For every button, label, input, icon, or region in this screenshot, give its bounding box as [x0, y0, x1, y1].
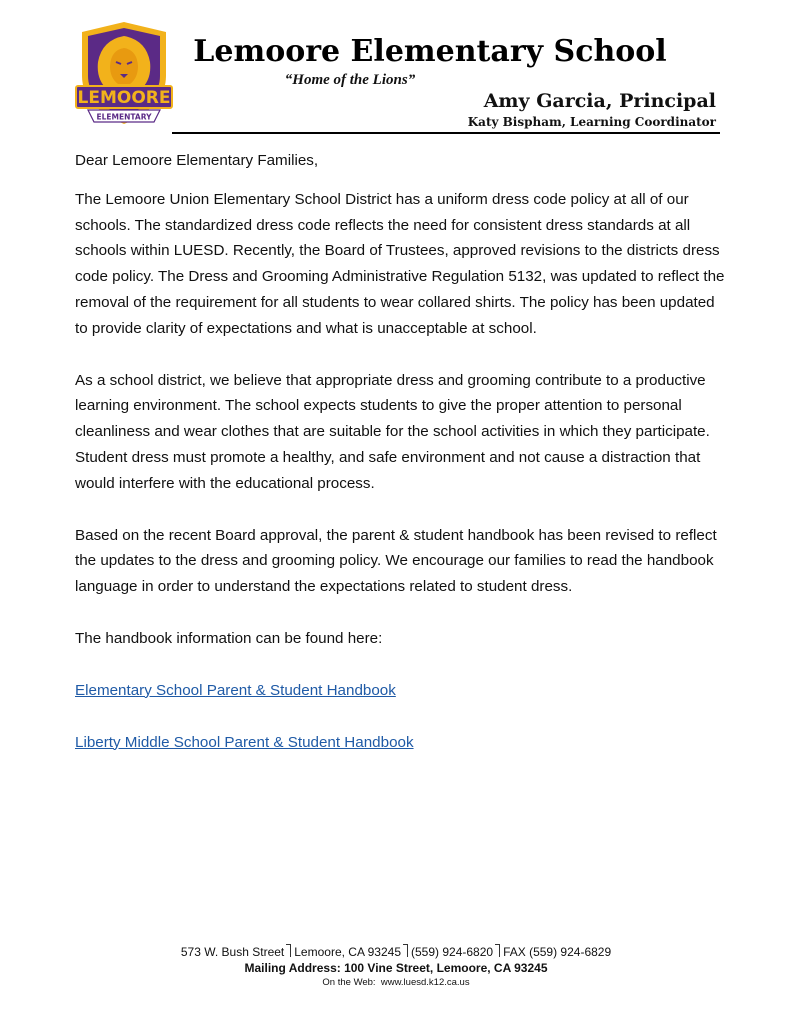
letterhead: [0, 0, 792, 140]
footer-mailing-address: Mailing Address: 100 Vine Street, Lemoore, CA 93245: [244, 961, 548, 975]
footer-separator: [403, 944, 408, 957]
logo-text-bottom: ELEMENTARY: [96, 112, 152, 122]
footer-separator: [286, 944, 291, 957]
letter-greeting: Dear Lemoore Elementary Families,: [75, 152, 319, 169]
footer-contact-line: [0, 944, 792, 960]
header-divider: [172, 132, 720, 134]
principal-name: Amy Garcia, Principal: [483, 90, 716, 112]
letter-paragraph-1: The Lemoore Union Elementary School District has a uniform dress code policy at all of our schools. The standardized dress code reflects the need for consistent dress standards at all schools within LUESD. Recently, the Board of Trustees, approved revisions to the districts dress code policy. The Dress and Grooming Administrative Regulation 5132, was updated to reflect the removal of the requirement for all students to wear collared shirts. The policy has been updated to provide clarity of expectations and what is unacceptable at school.: [75, 190, 725, 337]
footer: [0, 944, 792, 989]
footer-city: Lemoore, CA 93245: [294, 945, 401, 959]
letter-paragraph-3: Based on the recent Board approval, the parent & student handbook has been revised to reflect the updates to the dress and grooming policy. We encourage our families to read the handbook language in order to understand the expectations related to student dress.: [75, 526, 717, 596]
elementary-handbook-link[interactable]: Elementary School Parent & Student Handbook: [75, 681, 396, 699]
letter-paragraph-4: The handbook information can be found here:: [75, 629, 383, 647]
footer-fax: FAX (559) 924-6829: [503, 945, 612, 959]
footer-web-label: On the Web:: [322, 977, 376, 988]
school-motto: “Home of the Lions”: [284, 72, 416, 88]
school-name: Lemoore Elementary School: [193, 34, 667, 69]
middle-school-handbook-link[interactable]: Liberty Middle School Parent & Student Handbook: [75, 733, 414, 751]
footer-street: 573 W. Bush Street: [180, 945, 285, 959]
lion-shield-logo-icon: [74, 20, 174, 128]
letter-body: [75, 148, 725, 781]
coordinator-name: Katy Bispham, Learning Coordinator: [467, 115, 716, 129]
footer-separator: [495, 944, 500, 957]
letter-paragraph-2: As a school district, we believe that appropriate dress and grooming contribute to a productive learning environment. The school expects students to give the proper attention to personal cleanliness and wear clothes that are suitable for the school activities in which they participate. Student dress must promote a healthy, and safe environment and not cause a distraction that would interfere with the educational process.: [75, 371, 710, 492]
footer-web-line: [0, 976, 792, 989]
footer-phone: (559) 924-6820: [411, 945, 494, 959]
footer-web-address: www.luesd.k12.ca.us: [380, 977, 470, 988]
logo-text-top: LEMOORE: [77, 88, 171, 108]
